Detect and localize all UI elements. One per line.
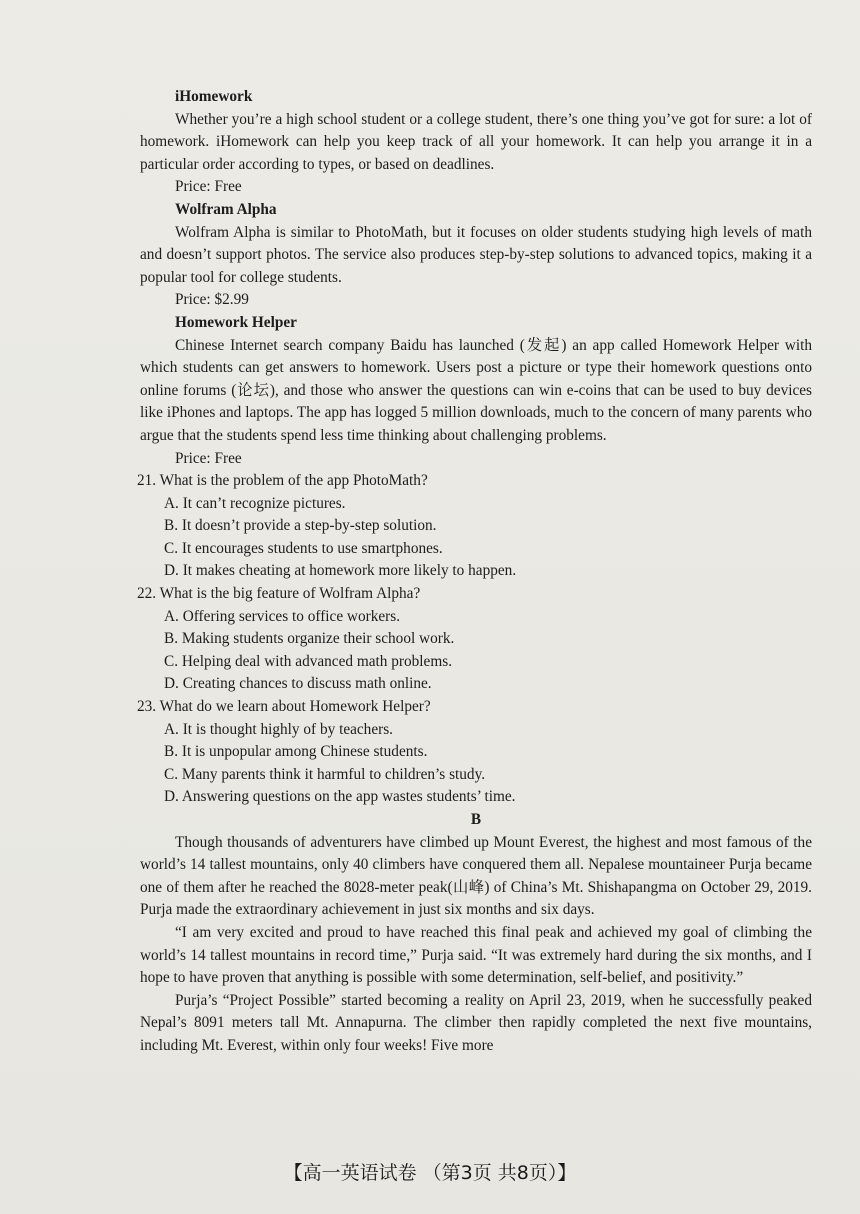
section-b-label: B <box>470 811 482 828</box>
question-stem: 23. What do we learn about Homework Helper? <box>137 698 431 716</box>
question-22 <box>137 583 812 696</box>
ihomework-title: iHomework <box>175 88 253 105</box>
question-stem: 22. What is the big feature of Wolfram Alpha? <box>137 585 421 603</box>
option-b: B. It is unpopular among Chinese students. <box>164 743 428 761</box>
option-b: B. Making students organize their school work. <box>164 630 455 648</box>
passage-b-paragraph-2: “I am very excited and proud to have reached this final peak and achieved my goal of climbing the world’s 14 tallest mountains in record time,” Purja said. “It was extremely hard during the six months, and I hope to have proven that anything is possible with some determination, self-belief, and positivity.” <box>140 923 812 987</box>
option-c: C. Helping deal with advanced math problems. <box>164 652 453 670</box>
option-c: C. Many parents think it harmful to children’s study. <box>164 765 486 783</box>
helper-title: Homework Helper <box>175 313 297 331</box>
page-content <box>137 86 812 1058</box>
option-a: A. Offering services to office workers. <box>164 607 401 625</box>
question-23 <box>137 696 812 809</box>
page-footer: 【高一英语试卷 （第3页 共8页）】 <box>283 1162 577 1184</box>
question-21 <box>137 470 812 583</box>
wolfram-body: Wolfram Alpha is similar to PhotoMath, but it focuses on older students studying high levels of math and doesn’t support photos. The service also produces step-by-step solutions to advanced topics, making it a popular tool for college students. <box>140 223 812 286</box>
wolfram-price: Price: $2.99 <box>175 291 249 309</box>
option-d: D. Answering questions on the app wastes students’ time. <box>164 788 516 806</box>
option-b: B. It doesn’t provide a step-by-step solution. <box>164 517 437 535</box>
option-d: D. It makes cheating at homework more likely to happen. <box>164 562 517 580</box>
option-a: A. It can’t recognize pictures. <box>164 494 346 512</box>
helper-price: Price: Free <box>175 449 242 467</box>
option-c: C. It encourages students to use smartphones. <box>164 539 443 557</box>
question-stem: 21. What is the problem of the app PhotoMath? <box>137 472 428 490</box>
ihomework-body: Whether you’re a high school student or a college student, there’s one thing you’ve got for sure: a lot of homework. iHomework can help you keep track of all your homework. It can help you arrange it in a particular order according to types, or based on deadlines. <box>140 110 812 173</box>
wolfram-title: Wolfram Alpha <box>175 200 277 218</box>
passage-b-paragraph-3: Purja’s “Project Possible” started becoming a reality on April 23, 2019, when he successfully peaked Nepal’s 8091 meters tall Mt. Annapurna. The climber then rapidly completed the next five mountains, including Mt. Everest, within only four weeks! Five more <box>140 991 812 1054</box>
ihomework-price: Price: Free <box>175 178 242 196</box>
option-d: D. Creating chances to discuss math online. <box>164 675 432 693</box>
option-a: A. It is thought highly of by teachers. <box>164 720 393 738</box>
helper-body: Chinese Internet search company Baidu has launched (发起) an app called Homework Helper with which students can get answers to homework. Users post a picture or type their homework questions onto online forums (论坛), and those who answer the questions can win e-coins that can be used to buy devices like iPhones and laptops. The app has logged 5 million downloads, much to the concern of many parents who argue that the students spend less time thinking about challenging problems. <box>140 336 812 444</box>
passage-b-paragraph-1: Though thousands of adventurers have climbed up Mount Everest, the highest and most famous of the world’s 14 tallest mountains, only 40 climbers have conquered them all. Nepalese mountaineer Purja became one of them after he reached the 8028-meter peak(山峰) of China’s Mt. Shishapangma on October 29, 2019. Purja made the extraordinary achievement in just six months and six days. <box>140 833 812 919</box>
